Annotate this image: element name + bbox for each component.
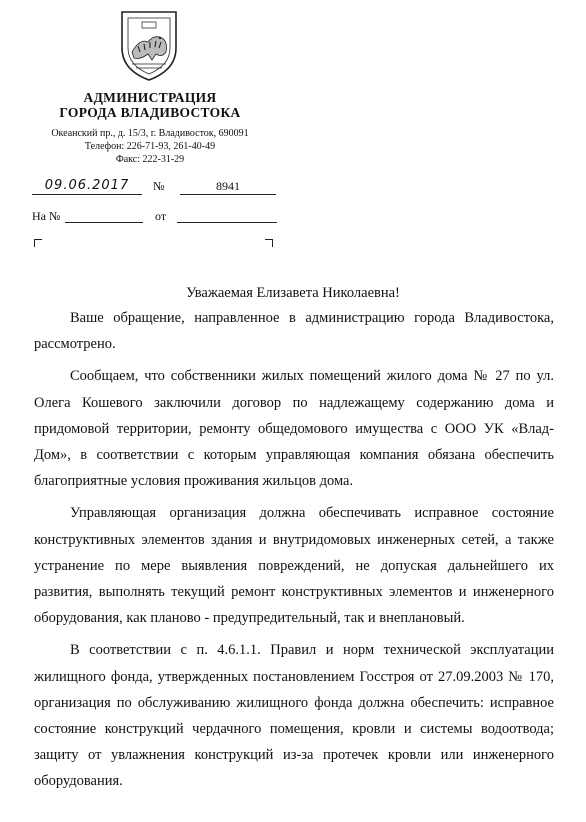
address-corner-mark-right xyxy=(265,239,273,247)
organization-name-line-2: ГОРОДА ВЛАДИВОСТОКА xyxy=(59,105,241,120)
organization-address: Океанский пр., д. 15/3, г. Владивосток, 690091 xyxy=(51,128,249,139)
paragraph: Сообщаем, что собственники жилых помещений жилого дома № 27 по ул. Олега Кошевого заключили договор по надлежащему содержанию дома и придомовой территории, ремонту общедомового имущества с ООО УК «Влад-Дом», в соответствии с которым управляющая компания обязана обеспечить благоприятные условия проживания жильцов дома. xyxy=(34,368,554,490)
salutation: Уважаемая Елизавета Николаевна! xyxy=(186,285,400,301)
organization-fax: Факс: 222-31-29 xyxy=(115,154,185,165)
registration-date: 09.06.2017 xyxy=(32,178,142,195)
organization-name-line-1: АДМИНИСТРАЦИЯ xyxy=(83,90,217,105)
paragraph: Ваше обращение, направленное в администрацию города Владивостока, рассмотрено. xyxy=(34,310,554,353)
reply-from-date-line xyxy=(177,208,277,223)
paragraph: В соответствии с п. 4.6.1.1. Правил и норм технической эксплуатации жилищного фонда, утвержденных постановлением Госстроя от 27.09.2003 № 170, организация по обслуживанию жилищного фонда должна обеспечить: исправное состояние конструкций чердачного помещения, кровли и системы водоотвода; защиту от увлажнения конструкций из-за протечек кровли или инженерного оборудования. xyxy=(34,642,554,790)
reply-from-label: от xyxy=(155,209,167,223)
letter-body xyxy=(34,305,554,801)
city-coat-of-arms-icon xyxy=(118,8,180,82)
registration-number-label: № xyxy=(153,179,165,193)
address-corner-mark-left xyxy=(34,239,42,247)
reply-to-number-line xyxy=(65,208,143,223)
reply-to-label: На № xyxy=(32,209,61,223)
organization-phone: Телефон: 226-71-93, 261-40-49 xyxy=(84,141,216,152)
registration-number: 8941 xyxy=(180,178,276,195)
paragraph: Управляющая организация должна обеспечивать исправное состояние конструктивных элементов здания и внутридомовых инженерных сетей, а также устранение по мере выявления повреждений, не допуская дальнейшего их развития, выполнять текущий ремонт конструктивных элементов и инженерного оборудования, как планово - предупредительный, так и внеплановый. xyxy=(34,505,554,627)
